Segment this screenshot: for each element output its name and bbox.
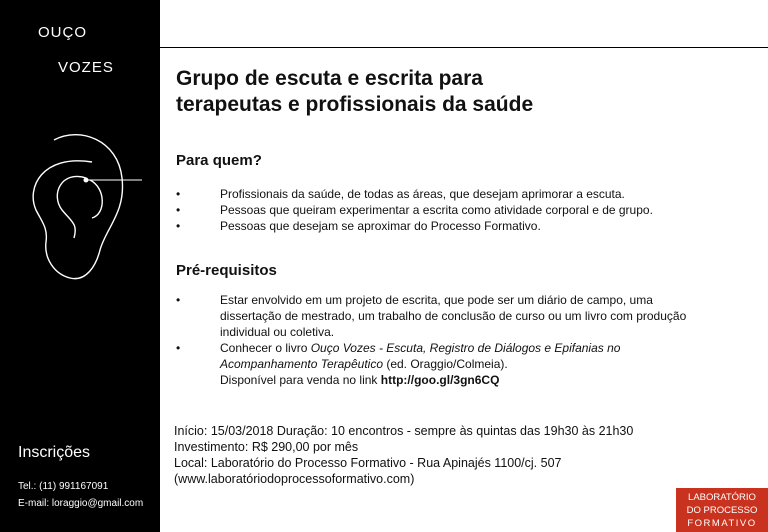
title-line-1: Grupo de escuta e escrita para	[176, 67, 483, 90]
purchase-link[interactable]: http://goo.gl/3gn6CQ	[380, 373, 500, 387]
logo-line-2: DO PROCESSO	[686, 505, 758, 516]
section-heading-para-quem: Para quem?	[176, 152, 262, 169]
info-line-location: Local: Laboratório do Processo Formativo - Rua Apinajés 1100/cj. 507	[174, 456, 562, 470]
para-quem-list	[176, 186, 756, 234]
section-heading-pre-requisitos: Pré-requisitos	[176, 262, 277, 279]
inscricoes-email: E-mail: loraggio@gmail.com	[18, 498, 144, 509]
list-item: • Pessoas que desejam se aproximar do Processo Formativo.	[176, 218, 756, 234]
info-line-website: (www.laboratóriodoprocessoformativo.com)	[174, 472, 415, 486]
inscricoes-phone: Tel.: (11) 991167091	[18, 481, 109, 492]
brand-line-2: VOZES	[58, 59, 114, 76]
header-divider	[160, 47, 768, 48]
logo-line-3: FORMATIVO	[687, 518, 757, 529]
logo-line-1: LABORATÓRIO	[688, 492, 756, 503]
sale-text: Disponível para venda no link	[220, 373, 381, 387]
ear-icon	[22, 118, 142, 288]
book-prefix: Conhecer o livro	[220, 341, 311, 355]
brand-line-1: OUÇO	[38, 24, 87, 41]
title-line-2: terapeutas e profissionais da saúde	[176, 93, 534, 116]
list-item: • Estar envolvido em um projeto de escrita, que pode ser um diário de campo, uma dissertação de mestrado, um trabalho de conclusão de curso ou um livro com produção individual ou coletiva.	[176, 292, 716, 340]
book-title: Ouço Vozes - Escuta, Registro de Diálogos e Epifanias no Acompanhamento Terapêutico	[220, 341, 621, 371]
info-line-price: Investimento: R$ 290,00 por mês	[174, 440, 359, 454]
event-info	[174, 423, 633, 487]
pre-requisitos-list	[176, 292, 716, 388]
info-line-dates: Início: 15/03/2018 Duração: 10 encontros - sempre às quintas das 19h30 às 21h30	[174, 424, 634, 438]
page-title	[176, 66, 533, 118]
list-item	[176, 340, 716, 388]
list-item: • Pessoas que queiram experimentar a escrita como atividade corporal e de grupo.	[176, 202, 756, 218]
list-item: • Profissionais da saúde, de todas as áreas, que desejam aprimorar a escuta.	[176, 186, 756, 202]
laboratorio-logo	[676, 488, 768, 532]
sidebar	[0, 0, 160, 532]
book-suffix: (ed. Oraggio/Colmeia).	[383, 357, 508, 371]
inscricoes-title: Inscrições	[18, 444, 91, 461]
